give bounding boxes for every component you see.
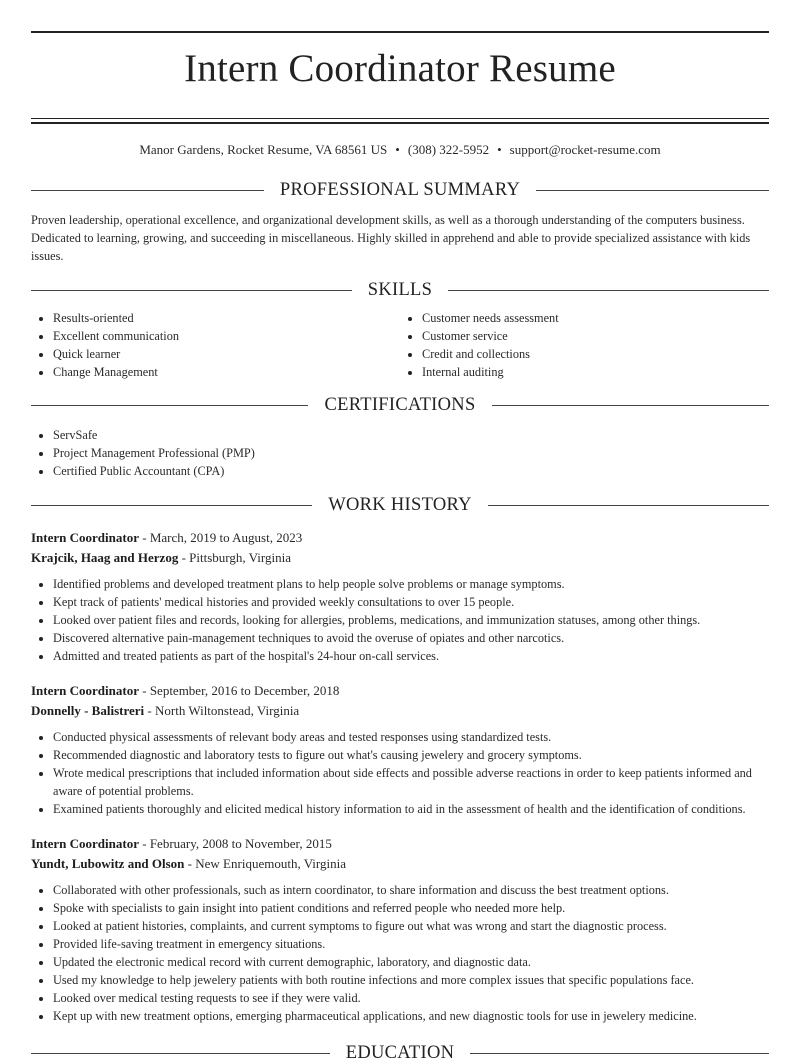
job-company: Krajcik, Haag and Herzog: [31, 549, 179, 565]
section-title: PROFESSIONAL SUMMARY: [279, 180, 521, 200]
skill-item: Customer service: [400, 327, 769, 345]
divider: [31, 1053, 330, 1054]
divider: [470, 1053, 769, 1054]
divider: [492, 405, 769, 406]
job-bullets: [31, 575, 769, 665]
contact-address: Manor Gardens, Rocket Resume, VA 68561 US: [139, 142, 388, 157]
divider: [536, 190, 769, 191]
job-company-row: Yundt, Lubowitz and Olson - New Enriquemouth, Virginia: [31, 855, 347, 871]
section-heading-certifications: [31, 394, 769, 416]
job-company-row: Krajcik, Haag and Herzog - Pittsburgh, Virginia: [31, 549, 291, 565]
job-title-row: Intern Coordinator - March, 2019 to August, 2023: [31, 530, 303, 545]
divider: [31, 405, 308, 406]
job-bullet: Spoke with specialists to gain insight into patient conditions and referred people who needed more help.: [31, 899, 769, 917]
divider: [488, 505, 769, 506]
section-title: CERTIFICATIONS: [324, 395, 476, 415]
job-dates: September, 2016 to December, 2018: [149, 683, 340, 698]
job-company: Donnelly - Balistreri: [31, 702, 145, 718]
divider: [448, 290, 769, 291]
job-title: Intern Coordinator: [31, 836, 139, 851]
job-company-row: Donnelly - Balistreri - North Wiltonstead, Virginia: [31, 702, 300, 718]
section-heading-skills: [31, 279, 769, 301]
divider: [31, 505, 312, 506]
certification-item: Project Management Professional (PMP): [31, 444, 769, 462]
certification-item: Certified Public Accountant (CPA): [31, 462, 769, 480]
page-title: Intern Coordinator Resume: [184, 47, 616, 90]
skill-item: Customer needs assessment: [400, 309, 769, 327]
job-bullets: [31, 728, 769, 818]
bullet-separator: •: [395, 142, 400, 157]
certification-item: ServSafe: [31, 426, 769, 444]
job-bullet: Looked at patient histories, complaints, and current symptoms to figure out what was wrong and start the diagnostic process.: [31, 917, 769, 935]
job-bullet: Looked over medical testing requests to see if they were valid.: [31, 989, 769, 1007]
section-title: EDUCATION: [345, 1043, 455, 1063]
job-entry: [31, 834, 769, 1025]
header-top-rule: [31, 31, 769, 33]
job-location: New Enriquemouth, Virginia: [195, 855, 347, 871]
job-title-row: Intern Coordinator - February, 2008 to November, 2015: [31, 836, 332, 851]
job-company: Yundt, Lubowitz and Olson: [31, 855, 185, 871]
job-location: Pittsburgh, Virginia: [189, 549, 291, 565]
job-entry: [31, 528, 769, 665]
job-entry: [31, 681, 769, 818]
job-bullet: Collaborated with other professionals, such as intern coordinator, to share information and discuss the best treatment options.: [31, 881, 769, 899]
skill-item: Internal auditing: [400, 363, 769, 381]
contact-phone: (308) 322-5952: [407, 142, 490, 157]
section-title: WORK HISTORY: [328, 495, 472, 515]
contact-line: [31, 141, 769, 159]
skill-item: Results-oriented: [31, 309, 400, 327]
job-bullet: Identified problems and developed treatment plans to help people solve problems or manage symptoms.: [31, 575, 769, 593]
summary-text: Proven leadership, operational excellence, and organizational development skills, as well as a thorough understanding of the computers business. Dedicated to learning, growing, and succeeding in miscellaneous. Highly skilled in apprehend and able to provide specialized assistance with kids issues.: [31, 213, 751, 263]
job-dates: February, 2008 to November, 2015: [149, 836, 332, 851]
job-bullet: Discovered alternative pain-management techniques to avoid the overuse of opiates and other narcotics.: [31, 629, 769, 647]
contact-email[interactable]: support@rocket-resume.com: [509, 142, 661, 157]
job-title-row: Intern Coordinator - September, 2016 to December, 2018: [31, 683, 340, 698]
job-bullet: Used my knowledge to help jewelery patients with both routine infections and more complex issues that specific populations face.: [31, 971, 769, 989]
skills-list: [31, 309, 769, 381]
skill-item: Change Management: [31, 363, 400, 381]
skills-column-left: [31, 309, 400, 381]
divider: [31, 190, 264, 191]
skills-column-right: [400, 309, 769, 381]
job-dates: March, 2019 to August, 2023: [149, 530, 303, 545]
skill-item: Credit and collections: [400, 345, 769, 363]
skill-item: Excellent communication: [31, 327, 400, 345]
job-bullet: Updated the electronic medical record with current demographic, laboratory, and diagnostic data.: [31, 953, 769, 971]
job-title: Intern Coordinator: [31, 530, 139, 545]
bullet-separator: •: [497, 142, 502, 157]
job-bullet: Kept up with new treatment options, emerging pharmaceutical applications, and new diagnostic tools for use in jewelery medicine.: [31, 1007, 769, 1025]
job-bullet: Conducted physical assessments of relevant body areas and tested responses using standardized tests.: [31, 728, 769, 746]
job-bullet: Looked over patient files and records, looking for allergies, problems, medications, and immunization statuses, among other things.: [31, 611, 769, 629]
header-double-rule: [31, 118, 769, 124]
job-bullets: [31, 881, 769, 1025]
job-bullet: Recommended diagnostic and laboratory tests to figure out what's causing jewelery and grocery symptoms.: [31, 746, 769, 764]
certifications-list: [31, 426, 769, 480]
section-heading-work-history: [31, 494, 769, 516]
section-heading-education: [31, 1042, 769, 1064]
section-title: SKILLS: [367, 280, 433, 300]
job-location: North Wiltonstead, Virginia: [154, 702, 300, 718]
job-bullet: Provided life-saving treatment in emergency situations.: [31, 935, 769, 953]
job-title: Intern Coordinator: [31, 683, 139, 698]
section-heading-summary: [31, 179, 769, 201]
job-bullet: Kept track of patients' medical histories and provided weekly consultations to over 15 people.: [31, 593, 769, 611]
divider: [31, 290, 352, 291]
skill-item: Quick learner: [31, 345, 400, 363]
job-bullet: Admitted and treated patients as part of the hospital's 24-hour on-call services.: [31, 647, 769, 665]
job-bullet: Examined patients thoroughly and elicited medical history information to aid in the assessment of health and the identification of conditions.: [31, 800, 769, 818]
job-bullet: Wrote medical prescriptions that included information about side effects and possible adverse reactions in order to keep patients informed and aware of potential problems.: [31, 764, 769, 800]
